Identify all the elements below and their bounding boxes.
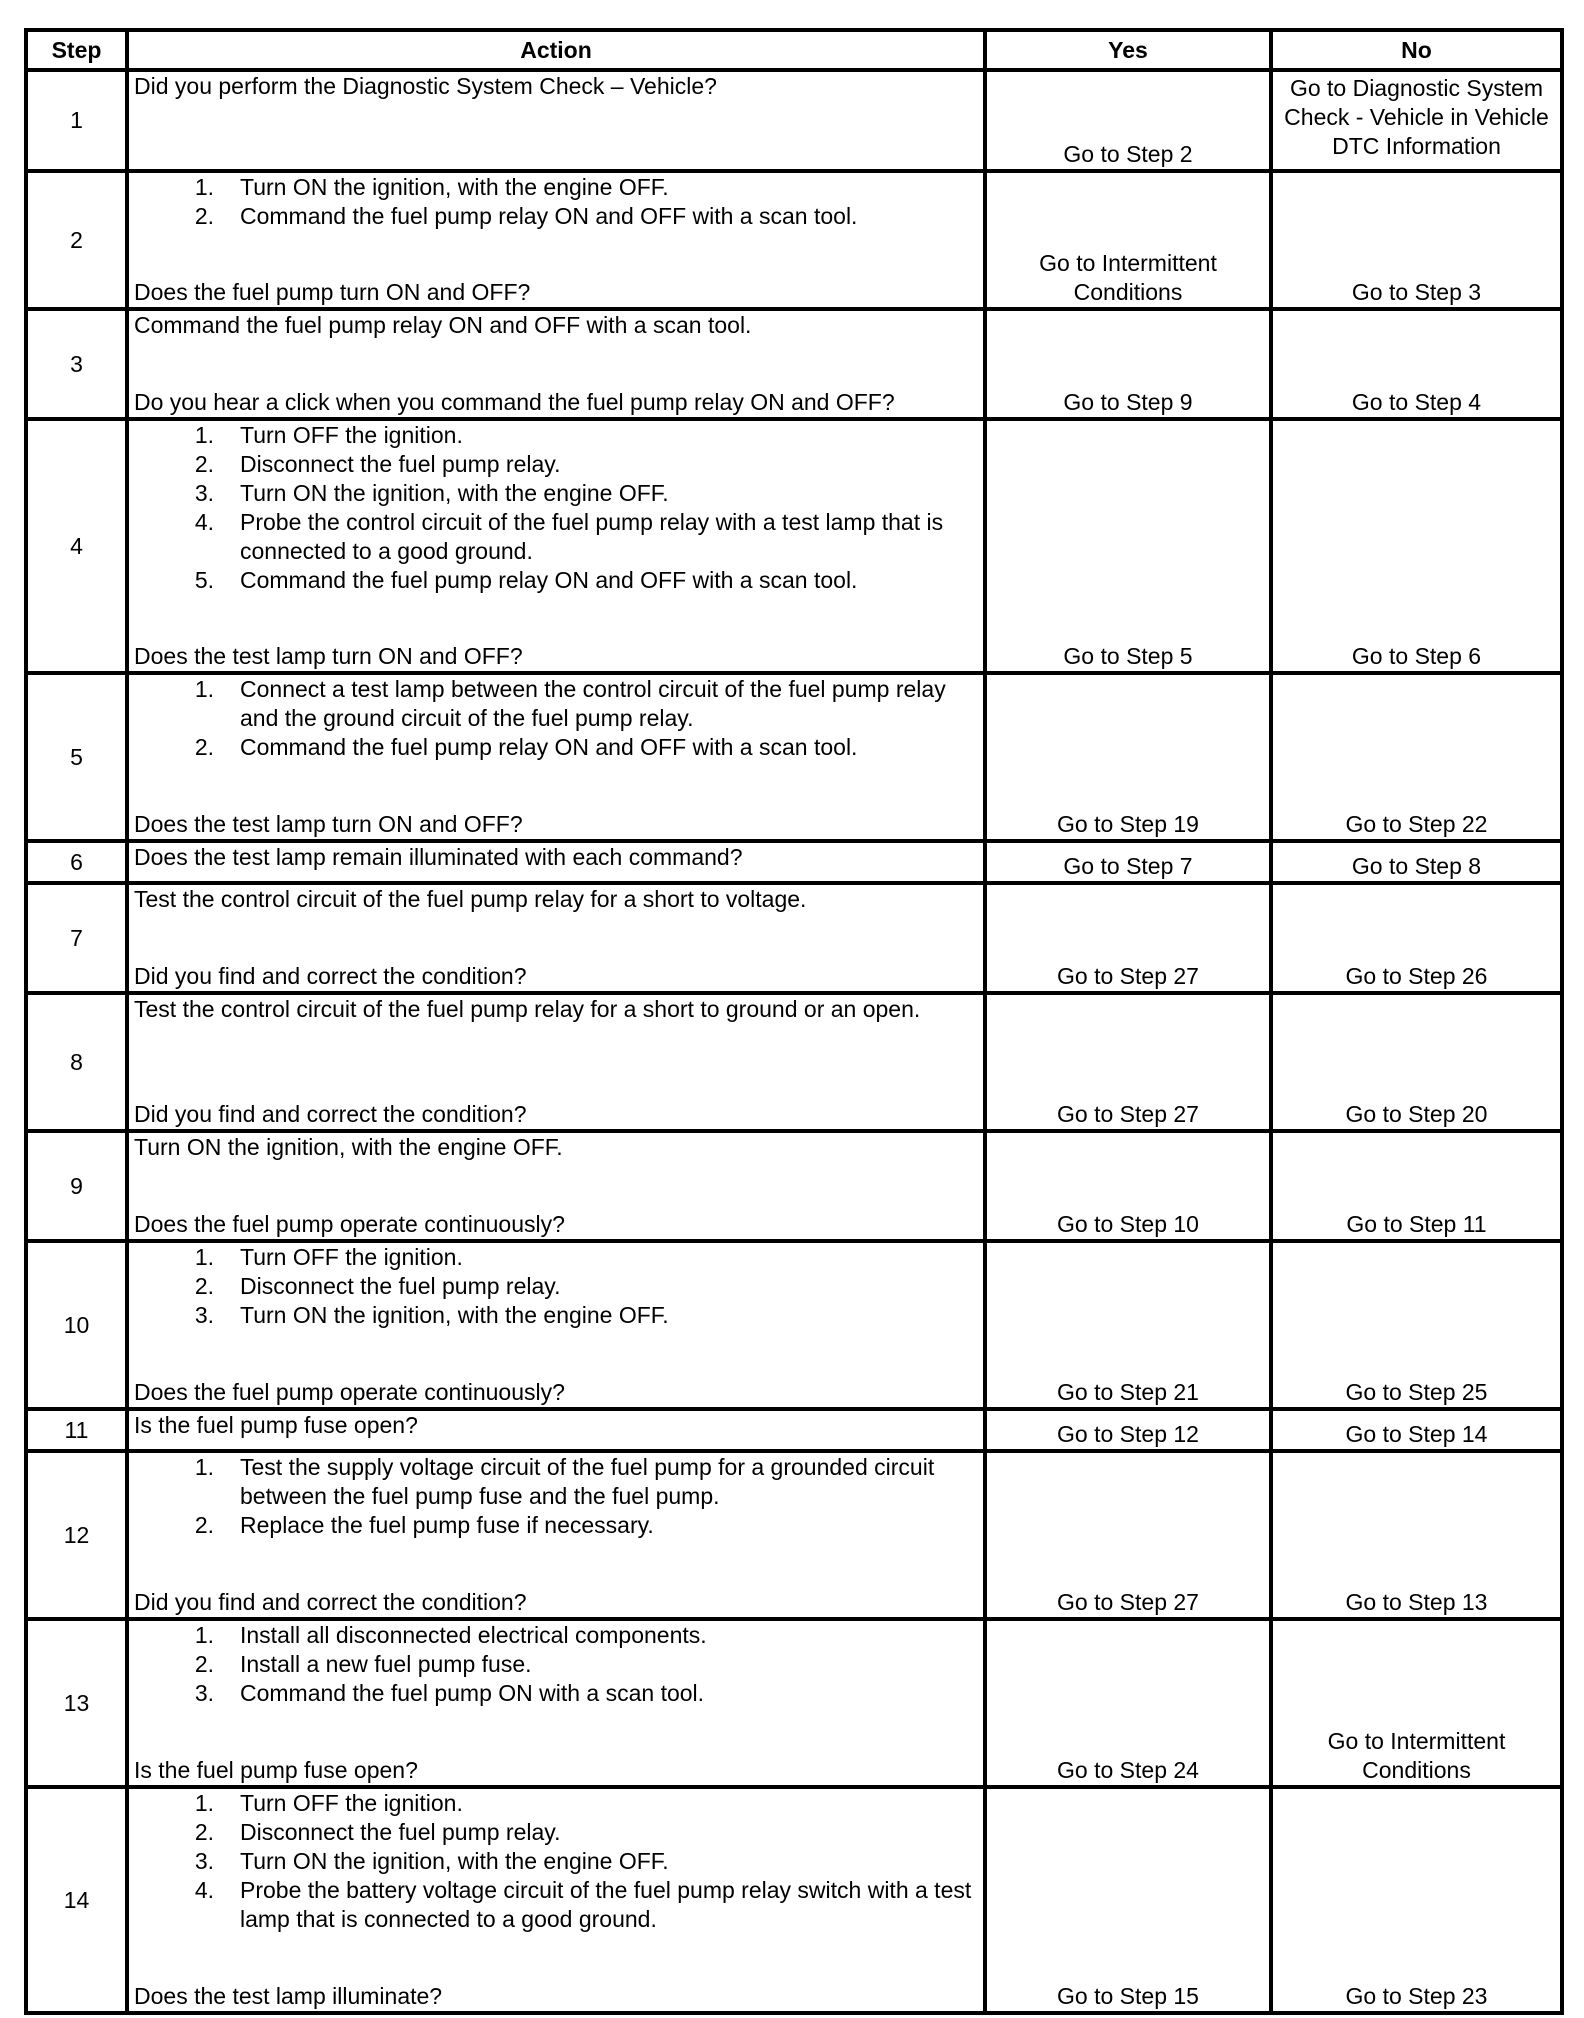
step-number: 11 [26,1409,127,1451]
yes-outcome: Go to Step 27 [985,1451,1271,1619]
action-cell [127,993,985,1131]
action-content [134,885,978,991]
action-cell [127,1787,985,2013]
substep-item [134,733,978,762]
yes-outcome: Go to Step 19 [985,673,1271,841]
action-top [134,72,978,101]
substep-number: 1. [194,1244,214,1270]
step-number: 1 [26,70,127,171]
substep-text: Turn ON the ignition, with the engine OFF. [240,1302,669,1328]
action-cell [127,309,985,419]
substep-number: 3. [194,480,214,506]
action-top [134,1621,978,1708]
action-content [134,1243,978,1407]
action-content [134,843,978,881]
action-top [134,995,978,1024]
action-content [134,72,978,169]
substep-text: Turn ON the ignition, with the engine OFF. [240,480,669,506]
header-yes: Yes [985,30,1271,70]
substep-item [134,1847,978,1876]
substep-number: 4. [194,509,214,535]
no-outcome: Go to Diagnostic System Check - Vehicle in Vehicle DTC Information [1271,70,1562,171]
substep-number: 1. [194,1622,214,1648]
action-cell [127,419,985,673]
action-top [134,1453,978,1540]
substep-number: 3. [194,1302,214,1328]
action-cell [127,1409,985,1451]
table-row [26,993,1562,1131]
header-row [26,30,1562,70]
action-substeps [134,1453,978,1540]
no-outcome: Go to Step 22 [1271,673,1562,841]
substep-item [134,1272,978,1301]
action-intro: Command the fuel pump relay ON and OFF with a scan tool. [134,312,752,338]
no-outcome: Go to Step 26 [1271,883,1562,993]
no-outcome: Go to Step 25 [1271,1241,1562,1409]
table-row [26,70,1562,171]
substep-text: Turn ON the ignition, with the engine OFF. [240,1848,669,1874]
action-content [134,1133,978,1239]
substep-number: 5. [194,567,214,593]
step-number: 5 [26,673,127,841]
table-row [26,1409,1562,1451]
action-intro: Is the fuel pump fuse open? [134,1412,418,1438]
substep-text: Command the fuel pump relay ON and OFF with a scan tool. [240,203,858,229]
step-number: 13 [26,1619,127,1787]
substep-item [134,1621,978,1650]
no-outcome: Go to Step 23 [1271,1787,1562,2013]
action-cell [127,1131,985,1241]
action-cell [127,883,985,993]
action-intro: Test the control circuit of the fuel pump relay for a short to voltage. [134,886,807,912]
substep-text: Command the fuel pump relay ON and OFF with a scan tool. [240,734,858,760]
action-cell [127,171,985,309]
substep-text: Disconnect the fuel pump relay. [240,451,561,477]
substep-text: Test the supply voltage circuit of the fuel pump for a grounded circuit between the fuel pump fuse and the fuel pump. [240,1454,935,1509]
substep-item [134,173,978,202]
action-cell [127,1451,985,1619]
diagnostic-table [24,28,1564,2015]
yes-outcome: Go to Step 9 [985,309,1271,419]
substep-text: Connect a test lamp between the control circuit of the fuel pump relay and the ground circuit of the fuel pump relay. [240,676,946,731]
action-intro: Does the test lamp remain illuminated with each command? [134,844,743,870]
action-cell [127,673,985,841]
action-cell [127,1619,985,1787]
table-row [26,171,1562,309]
substep-item [134,202,978,231]
step-number: 7 [26,883,127,993]
substep-text: Install all disconnected electrical components. [240,1622,707,1648]
step-number: 9 [26,1131,127,1241]
action-content [134,173,978,307]
substep-item [134,1650,978,1679]
substep-item [134,450,978,479]
substep-item [134,479,978,508]
substep-text: Turn OFF the ignition. [240,1244,463,1270]
no-outcome: Go to Step 20 [1271,993,1562,1131]
substep-text: Install a new fuel pump fuse. [240,1651,532,1677]
substep-item [134,1818,978,1847]
action-question: Did you find and correct the condition? [134,963,527,989]
yes-outcome: Go to Step 5 [985,419,1271,673]
action-content [134,421,978,671]
action-top [134,1243,978,1330]
action-question: Does the test lamp illuminate? [134,1983,443,2009]
table-row [26,1451,1562,1619]
substep-number: 2. [194,203,214,229]
action-top [134,421,978,595]
substep-item [134,1301,978,1330]
substep-number: 2. [194,451,214,477]
table-row [26,1619,1562,1787]
table-row [26,419,1562,673]
substep-number: 2. [194,734,214,760]
step-number: 10 [26,1241,127,1409]
substep-text: Turn ON the ignition, with the engine OFF. [240,174,669,200]
header-no: No [1271,30,1562,70]
no-outcome: Go to Step 13 [1271,1451,1562,1619]
substep-text: Command the fuel pump relay ON and OFF with a scan tool. [240,567,858,593]
yes-outcome: Go to Intermittent Conditions [985,171,1271,309]
action-content [134,1621,978,1785]
substep-text: Disconnect the fuel pump relay. [240,1819,561,1845]
substep-item [134,675,978,733]
substep-item [134,1243,978,1272]
yes-outcome: Go to Step 21 [985,1241,1271,1409]
substep-number: 4. [194,1877,214,1903]
substep-item [134,508,978,566]
action-top [134,1411,978,1440]
table-row [26,841,1562,883]
action-cell [127,841,985,883]
yes-outcome: Go to Step 7 [985,841,1271,883]
substep-item [134,1679,978,1708]
substep-number: 2. [194,1273,214,1299]
action-question: Does the test lamp turn ON and OFF? [134,643,523,669]
substep-text: Turn OFF the ignition. [240,1790,463,1816]
table-row [26,673,1562,841]
substep-item [134,1876,978,1934]
action-cell [127,70,985,171]
step-number: 2 [26,171,127,309]
table-row [26,1787,1562,2013]
no-outcome: Go to Step 4 [1271,309,1562,419]
substep-number: 3. [194,1848,214,1874]
substep-number: 2. [194,1819,214,1845]
action-top [134,843,978,872]
action-intro: Did you perform the Diagnostic System Check – Vehicle? [134,73,717,99]
header-step: Step [26,30,127,70]
substep-number: 2. [194,1651,214,1677]
table-row [26,309,1562,419]
action-top [134,885,978,914]
substep-text: Probe the battery voltage circuit of the fuel pump relay switch with a test lamp that is connected to a good ground. [240,1877,972,1932]
step-number: 8 [26,993,127,1131]
step-number: 14 [26,1787,127,2013]
substep-text: Turn OFF the ignition. [240,422,463,448]
no-outcome: Go to Step 11 [1271,1131,1562,1241]
substep-number: 1. [194,1790,214,1816]
substep-number: 2. [194,1512,214,1538]
action-top [134,1789,978,1934]
yes-outcome: Go to Step 27 [985,993,1271,1131]
action-substeps [134,1621,978,1708]
action-top [134,675,978,762]
step-number: 4 [26,419,127,673]
substep-number: 1. [194,174,214,200]
no-outcome: Go to Step 8 [1271,841,1562,883]
action-top [134,1133,978,1162]
action-substeps [134,1789,978,1934]
action-content [134,1453,978,1617]
substep-text: Disconnect the fuel pump relay. [240,1273,561,1299]
action-content [134,311,978,417]
yes-outcome: Go to Step 2 [985,70,1271,171]
action-question: Does the test lamp turn ON and OFF? [134,811,523,837]
action-substeps [134,1243,978,1330]
substep-number: 1. [194,1454,214,1480]
action-question: Do you hear a click when you command the fuel pump relay ON and OFF? [134,389,895,415]
action-question: Did you find and correct the condition? [134,1101,527,1127]
yes-outcome: Go to Step 15 [985,1787,1271,2013]
no-outcome: Go to Step 6 [1271,419,1562,673]
action-question: Does the fuel pump operate continuously? [134,1379,565,1405]
substep-number: 1. [194,422,214,448]
table-body [26,70,1562,2013]
substep-item [134,1453,978,1511]
yes-outcome: Go to Step 27 [985,883,1271,993]
step-number: 12 [26,1451,127,1619]
substep-number: 3. [194,1680,214,1706]
no-outcome: Go to Step 3 [1271,171,1562,309]
action-question: Is the fuel pump fuse open? [134,1757,418,1783]
substep-text: Command the fuel pump ON with a scan tool. [240,1680,705,1706]
action-question: Does the fuel pump turn ON and OFF? [134,279,531,305]
substep-text: Replace the fuel pump fuse if necessary. [240,1512,654,1538]
substep-item [134,421,978,450]
no-outcome: Go to Step 14 [1271,1409,1562,1451]
header-action: Action [127,30,985,70]
substep-item [134,1511,978,1540]
action-question: Does the fuel pump operate continuously? [134,1211,565,1237]
substep-item [134,1789,978,1818]
step-number: 6 [26,841,127,883]
action-content [134,1789,978,2011]
yes-outcome: Go to Step 10 [985,1131,1271,1241]
yes-outcome: Go to Step 12 [985,1409,1271,1451]
action-question: Did you find and correct the condition? [134,1589,527,1615]
table-row [26,1241,1562,1409]
action-intro: Turn ON the ignition, with the engine OFF. [134,1134,563,1160]
action-substeps [134,675,978,762]
substep-text: Probe the control circuit of the fuel pump relay with a test lamp that is connected to a good ground. [240,509,944,564]
action-intro: Test the control circuit of the fuel pump relay for a short to ground or an open. [134,996,921,1022]
table-row [26,883,1562,993]
substep-item [134,566,978,595]
action-top [134,311,978,340]
action-cell [127,1241,985,1409]
action-content [134,1411,978,1449]
action-substeps [134,421,978,595]
yes-outcome: Go to Step 24 [985,1619,1271,1787]
table-row [26,1131,1562,1241]
action-substeps [134,173,978,231]
step-number: 3 [26,309,127,419]
action-top [134,173,978,231]
action-content [134,995,978,1129]
no-outcome: Go to Intermittent Conditions [1271,1619,1562,1787]
substep-number: 1. [194,676,214,702]
action-content [134,675,978,839]
